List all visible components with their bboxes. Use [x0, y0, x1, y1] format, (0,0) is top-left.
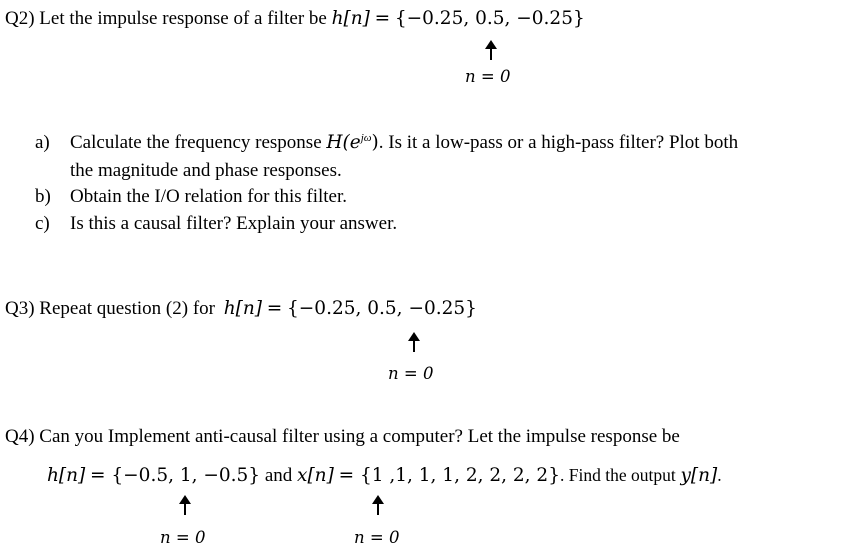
item-a-H: H(e — [326, 132, 361, 153]
q2-item-a — [35, 133, 738, 153]
q3-arrow-icon — [408, 332, 420, 352]
q2-item-b — [35, 187, 347, 206]
item-a-text-2: . Is it a low-pass or a high-pass filter? Plot both — [378, 132, 739, 153]
q4-h-lhs: h[n] — [47, 465, 86, 486]
item-b-marker: b) — [35, 186, 51, 207]
item-a-sup: jω — [360, 132, 372, 144]
q2-arrow-icon — [485, 40, 497, 60]
q2-line — [5, 9, 585, 29]
q2-sequence: {−0.25, 0.5, −0.25} — [394, 8, 585, 29]
item-c-marker: c) — [35, 213, 50, 234]
item-a-marker: a) — [35, 132, 50, 153]
q3-prefix: Q3) Repeat question (2) for — [5, 298, 215, 319]
item-a-text-1: Calculate the frequency response — [70, 132, 327, 153]
q4-h-sequence: = {−0.5, 1, −0.5} — [90, 465, 261, 486]
q4-x-n-label: n = 0 — [354, 528, 400, 547]
q4-x-arrow-icon — [372, 495, 384, 515]
q3-h-lhs: h[n] — [223, 298, 263, 319]
q3-line — [5, 299, 477, 319]
q2-item-a-line2: the magnitude and phase responses. — [70, 160, 342, 181]
q3-sequence: {−0.25, 0.5, −0.25} — [287, 298, 477, 319]
q4-h-arrow-icon — [179, 495, 191, 515]
q3-n-label: n = 0 — [388, 364, 434, 383]
q4-line1: Q4) Can you Implement anti-causal filter using a computer? Let the impulse response be — [5, 426, 680, 447]
q2-equals: = — [374, 8, 391, 29]
q4-y: y[n] — [680, 465, 718, 486]
q4-tail: . Find the output — [559, 465, 676, 485]
q2-prefix: Q2) Let the impulse response of a filter be — [5, 8, 327, 29]
item-a-close: ) — [371, 132, 379, 153]
q2-item-c — [35, 214, 397, 233]
q3-equals: = — [266, 298, 283, 319]
q4-end: . — [717, 465, 722, 485]
q4-h-n-label: n = 0 — [160, 528, 206, 547]
item-c-text: Is this a causal filter? Explain your answer. — [70, 213, 398, 234]
q2-h-lhs: h[n] — [331, 8, 370, 29]
q4-x-sequence: = {1 ,1, 1, 1, 2, 2, 2, 2} — [338, 465, 560, 486]
q4-x-lhs: x[n] — [297, 465, 334, 486]
q4-and: and — [264, 465, 293, 486]
q2-n-label: n = 0 — [465, 67, 511, 86]
item-b-text: Obtain the I/O relation for this filter. — [70, 186, 348, 207]
q4-line2 — [47, 466, 722, 486]
